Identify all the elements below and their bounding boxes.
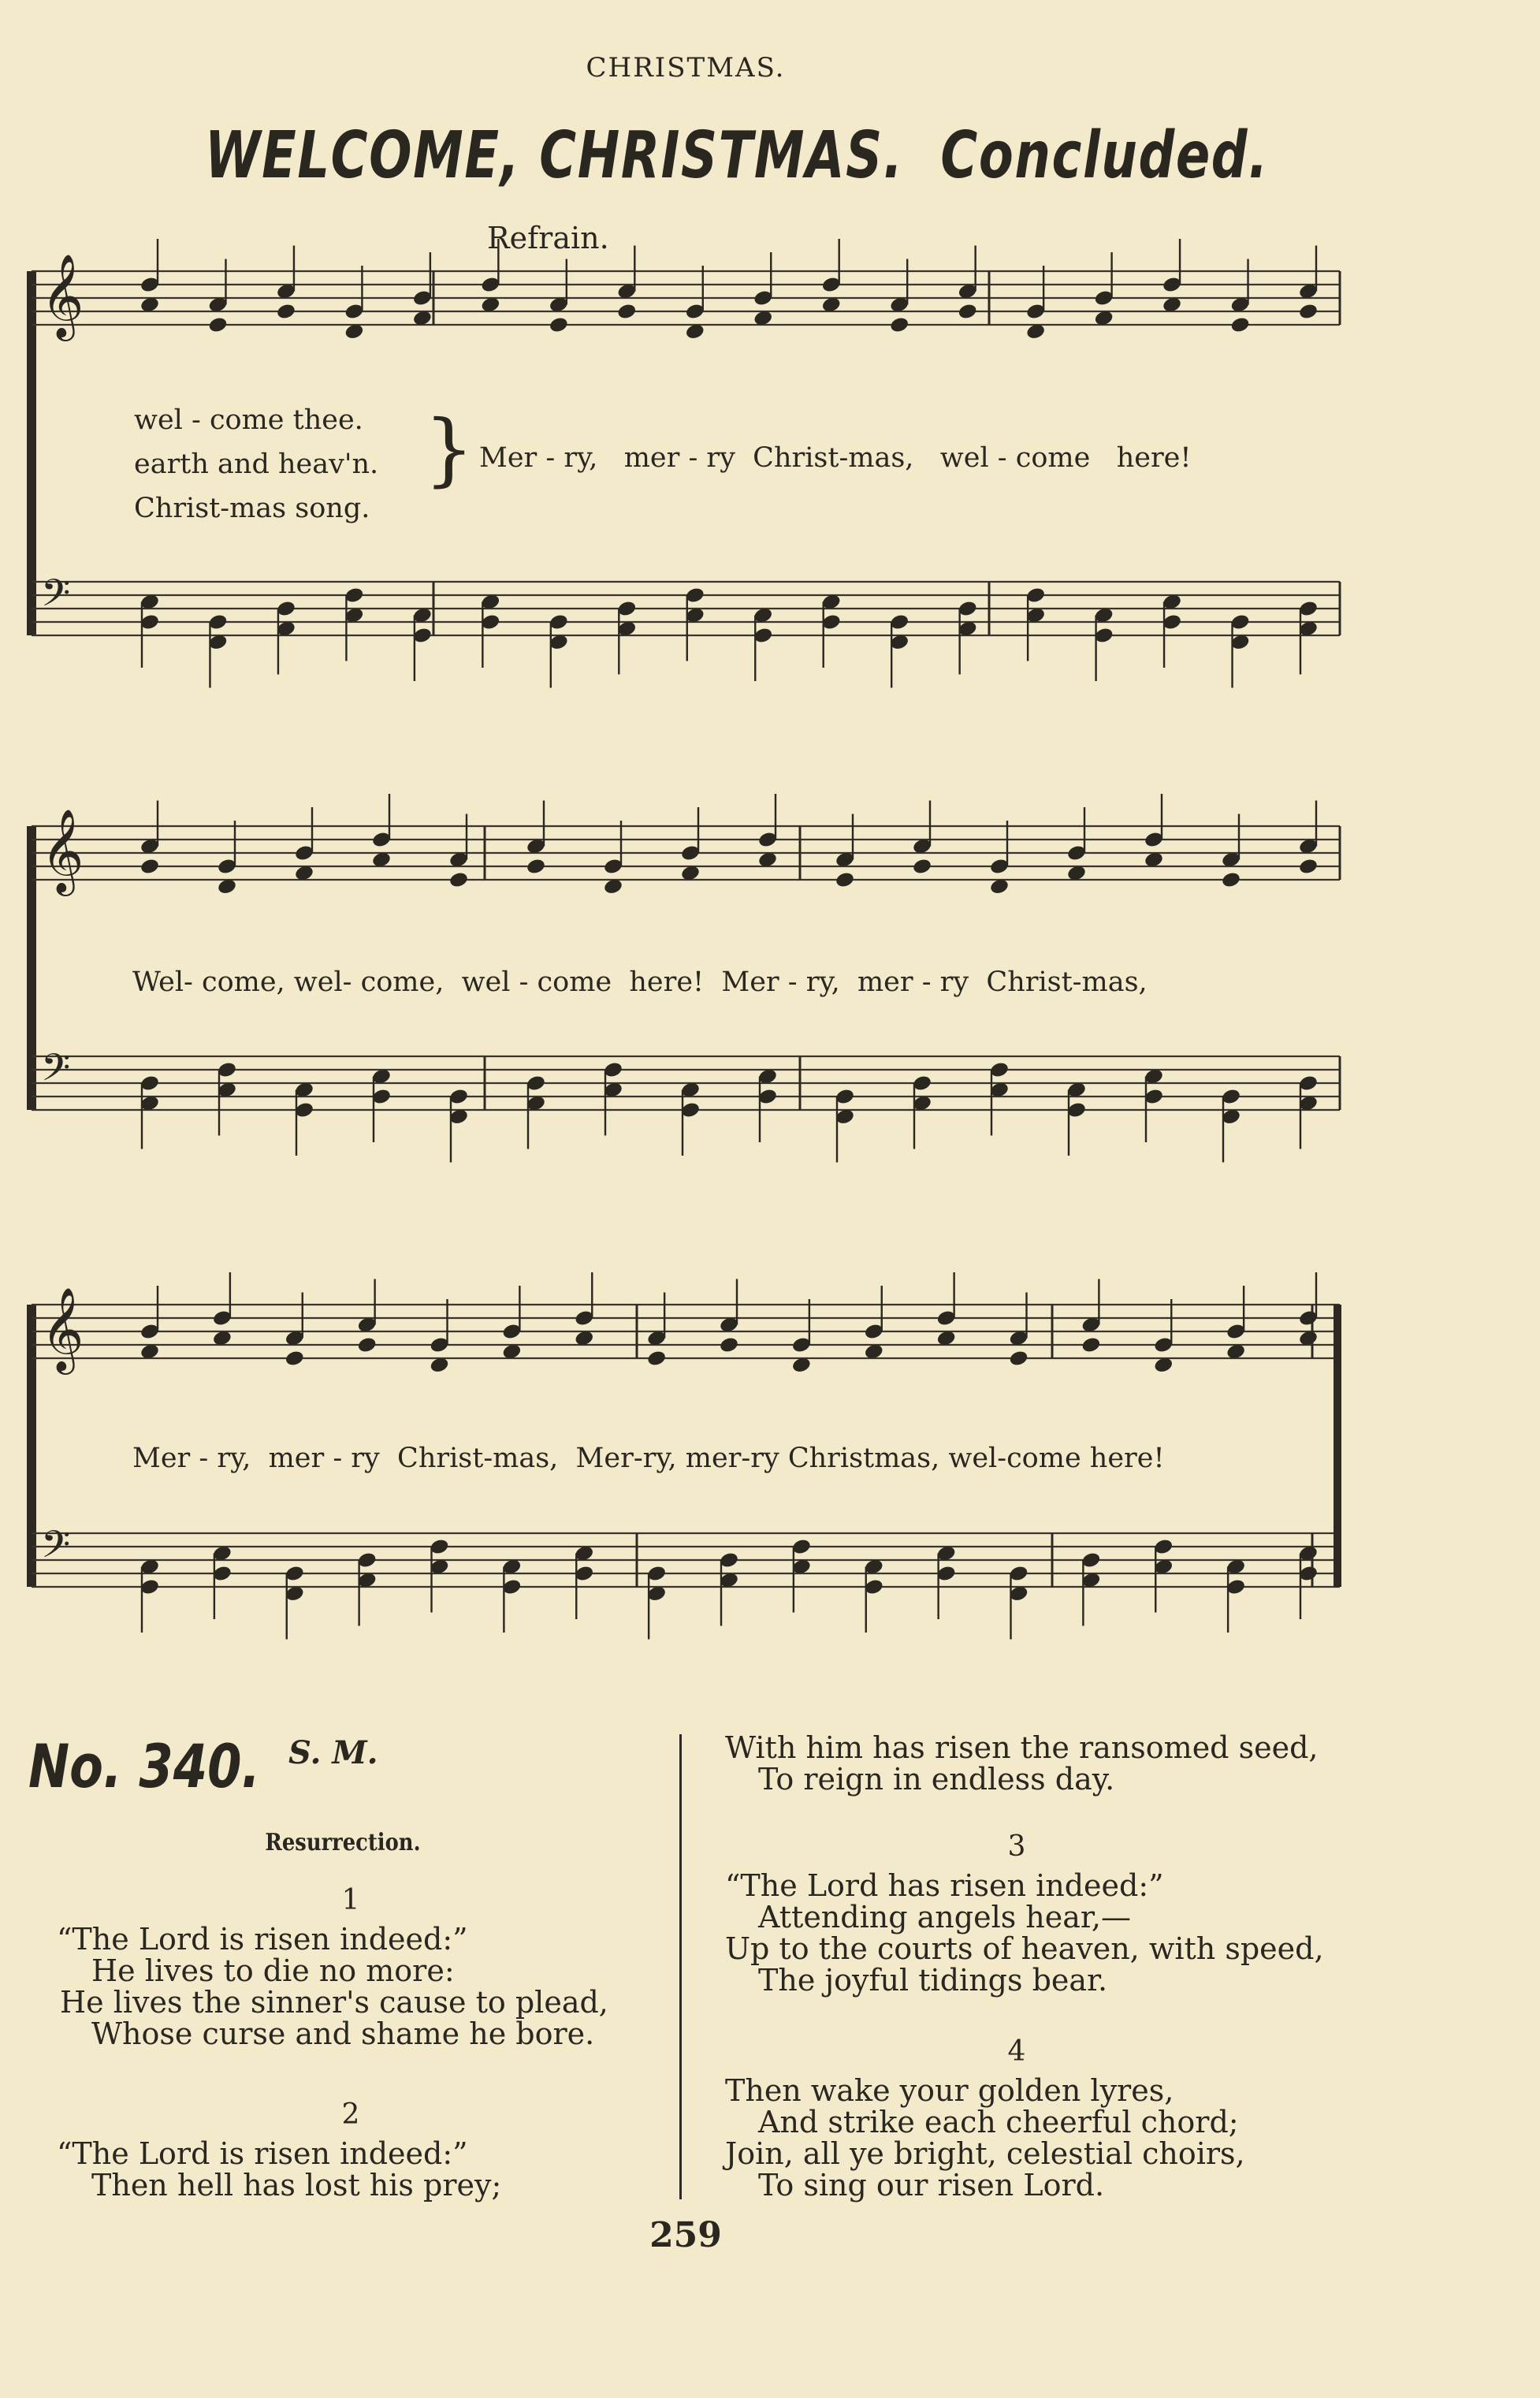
lyric-verse-2: earth and heav'n. bbox=[134, 449, 379, 480]
note-head bbox=[526, 858, 546, 876]
note-head bbox=[1081, 1336, 1101, 1354]
note-head bbox=[1298, 858, 1319, 876]
verse-line: To reign in endless day. bbox=[758, 1762, 1115, 1797]
verse-line: “The Lord is risen indeed:” bbox=[57, 2136, 468, 2171]
note-head bbox=[1008, 1350, 1029, 1368]
final-barline bbox=[1334, 1305, 1341, 1587]
treble-clef-icon: 𝄞 bbox=[41, 1287, 84, 1371]
bass-clef-icon: 𝄢 bbox=[41, 571, 71, 624]
song-title-suffix: Concluded. bbox=[940, 118, 1270, 193]
verse-line: The joyful tidings bear. bbox=[758, 1963, 1108, 1998]
verse-line: With him has risen the ransomed seed, bbox=[725, 1730, 1319, 1765]
verse-line: “The Lord has risen indeed:” bbox=[725, 1868, 1164, 1903]
verse-line: He lives to die no more: bbox=[91, 1953, 455, 1988]
note-head bbox=[616, 303, 637, 321]
hymn-meter: S. M. bbox=[288, 1734, 378, 1771]
note-head bbox=[889, 316, 909, 334]
note-head bbox=[357, 1336, 378, 1354]
verse-line: Attending angels hear,— bbox=[758, 1900, 1131, 1934]
note-head bbox=[912, 858, 932, 876]
verse-line: “The Lord is risen indeed:” bbox=[57, 1922, 468, 1957]
note-head bbox=[549, 316, 569, 334]
note-head bbox=[1298, 303, 1319, 321]
system2-lyrics: Wel- come, wel- come, wel - come here! Mer - ry, mer - ry Christ-mas, bbox=[132, 966, 1148, 998]
verse-line: Join, all ye bright, celestial choirs, bbox=[725, 2136, 1245, 2171]
note-head bbox=[1229, 316, 1250, 334]
bass-clef-icon: 𝄢 bbox=[41, 1522, 71, 1576]
system-bracket bbox=[27, 826, 36, 1110]
system-bracket bbox=[27, 271, 36, 635]
note-head bbox=[958, 303, 978, 321]
hymn-title: Resurrection. bbox=[265, 1829, 421, 1856]
song-title-main: WELCOME, CHRISTMAS. bbox=[205, 118, 904, 193]
lyric-verse-1: wel - come thee. bbox=[134, 404, 363, 436]
verse-line: Up to the courts of heaven, with speed, bbox=[725, 1931, 1324, 1966]
note-head bbox=[719, 1336, 739, 1354]
verse-line: Then wake your golden lyres, bbox=[725, 2073, 1174, 2108]
system1-lyrics-right: Mer - ry, mer - ry Christ-mas, wel - come here! bbox=[479, 442, 1192, 474]
treble-clef-icon: 𝄞 bbox=[41, 808, 84, 892]
lyric-verse-3: Christ-mas song. bbox=[134, 493, 370, 524]
verse-line: To sing our risen Lord. bbox=[758, 2168, 1105, 2203]
verse-line: He lives the sinner's cause to plead, bbox=[60, 1985, 608, 2020]
section-header: CHRISTMAS. bbox=[586, 52, 786, 84]
page-number: 259 bbox=[649, 2215, 722, 2255]
note-head bbox=[139, 858, 160, 876]
note-head bbox=[1221, 871, 1241, 889]
verse-line: Whose curse and shame he bore. bbox=[91, 2016, 595, 2051]
verse-number: 2 bbox=[341, 2098, 360, 2131]
verse-line: Then hell has lost his prey; bbox=[91, 2168, 502, 2203]
note-head bbox=[835, 871, 855, 889]
refrain-label: Refrain. bbox=[487, 221, 609, 255]
system-bracket bbox=[27, 1305, 36, 1587]
verse-line: And strike each cheerful chord; bbox=[758, 2105, 1239, 2139]
note-head bbox=[207, 316, 228, 334]
treble-clef-icon: 𝄞 bbox=[41, 253, 84, 337]
note-head bbox=[646, 1350, 667, 1368]
verse-number: 1 bbox=[341, 1884, 360, 1916]
note-head bbox=[276, 303, 296, 321]
system1-lyrics-left bbox=[134, 398, 378, 531]
hymn-number: No. 340. bbox=[28, 1731, 261, 1801]
note-head bbox=[448, 871, 469, 889]
note-head bbox=[285, 1350, 305, 1368]
verse-brace: } bbox=[424, 403, 474, 495]
verse-number: 4 bbox=[1007, 2035, 1026, 2068]
system3-lyrics: Mer - ry, mer - ry Christ-mas, Mer-ry, mer-ry Christmas, wel-come here! bbox=[132, 1443, 1165, 1474]
bass-clef-icon: 𝄢 bbox=[41, 1045, 71, 1099]
verse-number: 3 bbox=[1007, 1830, 1026, 1863]
